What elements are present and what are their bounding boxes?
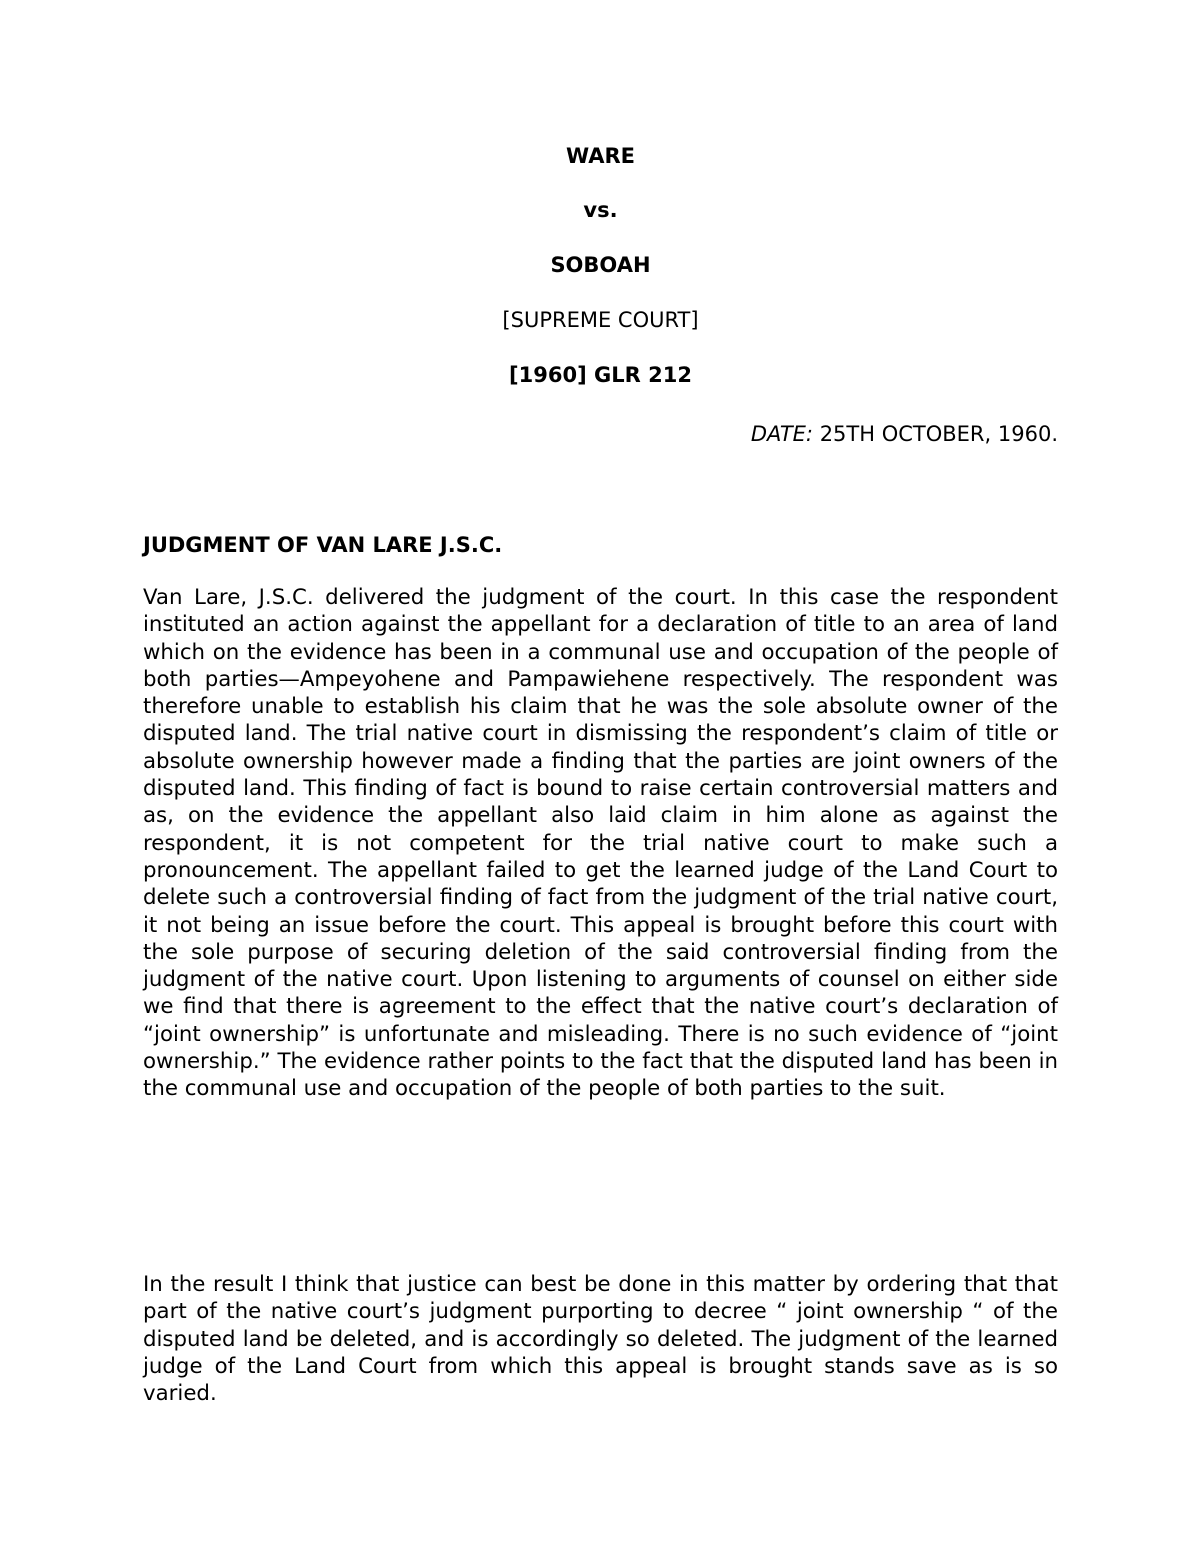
- date-line: [751, 421, 1058, 447]
- defendant-name: SOBOAH: [550, 253, 651, 277]
- plaintiff-name: WARE: [566, 144, 635, 168]
- judgment-paragraph: In the result I think that justice can best be done in this matter by ordering that that part of the native court’s judgment purporting to decree “ joint ownership “ of the disputed land be deleted, and is accordingly so deleted. The judgment of the learned judge of the Land Court from which this appeal is brought stands save as is so varied.: [143, 1272, 1058, 1407]
- judgment-paragraph: Van Lare, J.S.C. delivered the judgment of the court. In this case the respondent instituted an action against the appellant for a declaration of title to an area of land which on the evidence has been in a communal use and occupation of the people of both parties—Ampeyohene and Pampawiehene respectively. The respondent was therefore unable to establish his claim that he was the sole absolute owner of the disputed land. The trial native court in dismissing the respondent’s claim of title or absolute ownership however made a finding that the parties are joint owners of the disputed land. This finding of fact is bound to raise certain controversial matters and as, on the evidence the appellant also laid claim in him alone as against the respondent, it is not competent for the trial native court to make such a pronouncement. The appellant failed to get the learned judge of the Land Court to delete such a controversial finding of fact from the judgment of the trial native court, it not being an issue before the court. This appeal is brought before this court with the sole purpose of securing deletion of the said controversial finding from the judgment of the native court. Upon listening to arguments of counsel on either side we find that there is agreement to the effect that the native court’s declaration of “joint ownership” is unfortunate and misleading. There is no such evidence of “joint ownership.” The evidence rather points to the fact that the disputed land has been in the communal use and occupation of the people of both parties to the suit.: [143, 585, 1058, 1102]
- date-label: DATE:: [750, 422, 814, 446]
- date-value: 25TH OCTOBER, 1960.: [813, 422, 1058, 446]
- versus-label: vs.: [583, 198, 618, 222]
- court-name: [SUPREME COURT]: [502, 308, 699, 332]
- case-citation: [1960] GLR 212: [509, 363, 692, 387]
- document-page: [143, 0, 1058, 1553]
- judgment-heading: JUDGMENT OF VAN LARE J.S.C.: [143, 533, 503, 557]
